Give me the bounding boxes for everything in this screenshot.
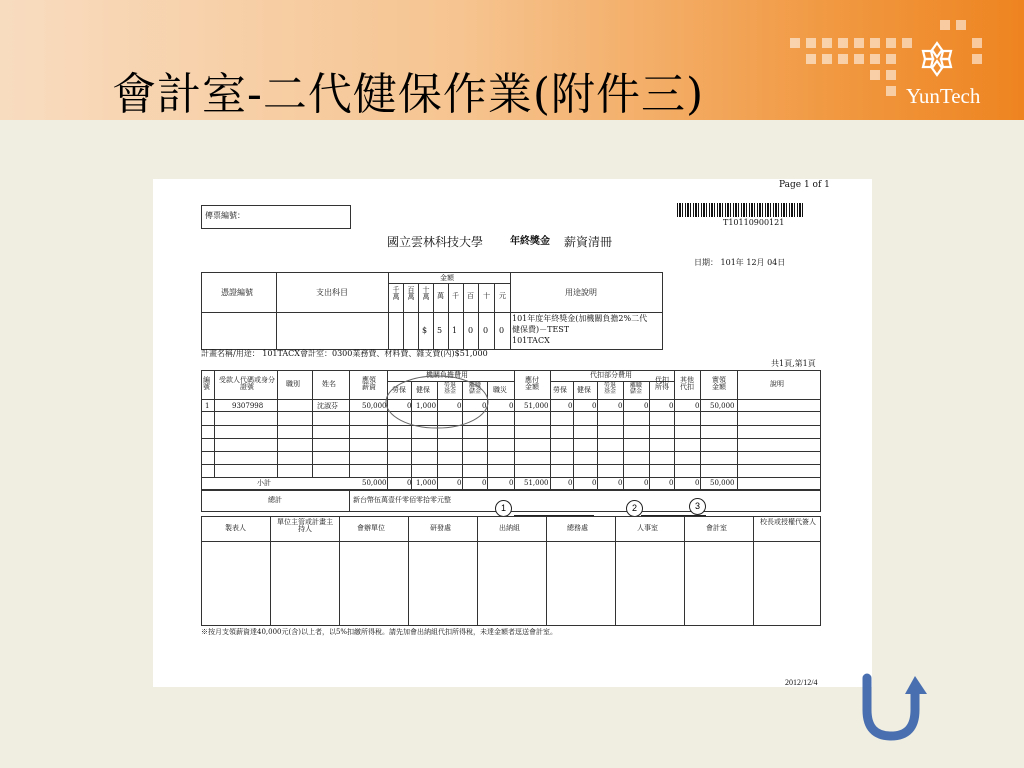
callout-2: 2: [626, 500, 643, 517]
row-labor: 0: [407, 402, 412, 410]
callout-3: 3: [689, 498, 706, 515]
subtotal-payable: 51,000: [524, 479, 549, 487]
amount-digit: 1: [452, 326, 458, 335]
subtotal-labor: 0: [407, 479, 412, 487]
digit-header: 千萬: [392, 286, 400, 301]
row-severance: 0: [482, 402, 487, 410]
amount-header: 金額: [440, 274, 454, 282]
row-safety: 0: [509, 402, 514, 410]
digit-header: 十萬: [422, 286, 430, 301]
sig-cosign-unit: 會辦單位: [357, 524, 385, 532]
title-header: 職別: [286, 380, 300, 388]
voucher-label: 傳票編號：: [205, 211, 245, 220]
row-name: 沈淑芬: [317, 402, 338, 410]
slide-title: 會計室-二代健保作業(附件三): [112, 69, 705, 120]
total-words: 新台幣伍萬壹仟零佰零拾零元整: [353, 496, 451, 504]
sig-rd-office: 研發處: [430, 524, 451, 532]
return-arrow-icon[interactable]: [855, 670, 935, 750]
payee-code-header: 受款人代碼或身分證號: [219, 376, 275, 391]
date-line: 日期： 101年 12月 04日: [694, 258, 786, 267]
register-title: 薪資清冊: [564, 235, 613, 249]
subtotal-safety: 0: [509, 479, 514, 487]
digit-header: 千: [452, 292, 459, 300]
name-header: 姓名: [322, 380, 336, 388]
barcode-number: T10110900121: [723, 218, 785, 227]
amount-digit: 0: [499, 326, 505, 335]
plan-line: 計畫名稱/用途： 101TACX會計室：0300業務費、材料費、雜支費(內)$51,000: [201, 349, 488, 358]
row-w-pension: 0: [618, 402, 623, 410]
subtotal-w-severance: 0: [644, 479, 649, 487]
row-no: 1: [205, 402, 210, 410]
amount-digit: 5: [437, 326, 443, 335]
withholding-header: 代扣部分費用: [590, 371, 632, 379]
w-tax-header: 代扣所得: [655, 376, 669, 391]
row-w-labor: 0: [568, 402, 573, 410]
callout-1: 1: [495, 500, 512, 517]
row-w-tax: 0: [669, 402, 674, 410]
subtotal-w-pension: 0: [618, 479, 623, 487]
row-other: 0: [695, 402, 700, 410]
print-date: 2012/12/4: [785, 678, 818, 687]
subtotal-health: 1,000: [416, 479, 437, 487]
digit-header: 元: [499, 292, 506, 300]
subtotal-pension: 0: [457, 479, 462, 487]
row-w-severance: 0: [644, 402, 649, 410]
purpose-line: 101年度年終獎金(加機關負擔2%二代: [512, 314, 648, 323]
subtotal-severance: 0: [482, 479, 487, 487]
labor-ins-header: 勞保: [392, 386, 406, 394]
labor-pension-header: 勞退基金: [443, 382, 456, 395]
subtotal-salary: 50,000: [362, 479, 387, 487]
university-name: 國立雲林科技大學: [387, 235, 484, 249]
page-count: 共1頁,第1頁: [771, 359, 816, 368]
digit-header: 百萬: [407, 286, 415, 301]
row-w-health: 0: [592, 402, 597, 410]
subtotal-w-labor: 0: [568, 479, 573, 487]
sig-general-affairs: 總務處: [567, 524, 588, 532]
yuntech-logo-icon: [918, 40, 956, 78]
digit-header: 萬: [437, 292, 444, 300]
row-net: 50,000: [710, 402, 735, 410]
subtotal-other: 0: [695, 479, 700, 487]
salary-register-document: [153, 179, 872, 687]
subtotal-w-health: 0: [592, 479, 597, 487]
digit-header: 百: [467, 292, 474, 300]
purpose-header: 用途說明: [565, 288, 597, 297]
page-label: Page 1 of 1: [779, 180, 830, 190]
voucher-no-header: 憑證編號: [221, 288, 253, 297]
sig-president: 校長或授權代簽人: [760, 518, 816, 526]
severance-header: 離職儲金: [468, 382, 481, 395]
footnote: ※按月支領薪資達40,000元(含)以上者，以5%扣繳所得稅。請先加會出納組代扣所得稅，未達金額者逕送會計室。: [201, 628, 558, 636]
w-pension-header: 勞退基金: [603, 382, 616, 395]
logo-text: YunTech: [906, 84, 981, 108]
bonus-type: 年終獎金: [510, 236, 550, 247]
row-code: 9307998: [232, 402, 264, 410]
purpose-line: 健保費)－TEST: [512, 325, 570, 334]
health-ins-header: 健保: [416, 386, 430, 394]
sig-supervisor: 單位主管或計畫主持人: [277, 518, 333, 533]
w-health-header: 健保: [577, 386, 591, 394]
subtotal-net: 50,000: [710, 479, 735, 487]
payable-amount-header: 應付金額: [525, 376, 539, 391]
other-deduct-header: 其他代扣: [680, 376, 694, 391]
row-health: 1,000: [416, 402, 437, 410]
purpose-line: 101TACX: [512, 336, 550, 345]
row-payable: 51,000: [524, 402, 549, 410]
payable-salary-header: 應領薪資: [362, 376, 376, 391]
sig-cashier: 出納組: [499, 524, 520, 532]
net-amount-header: 實領金額: [712, 376, 726, 391]
amount-digit: 0: [468, 326, 474, 335]
subject-header: 支出科目: [316, 288, 348, 297]
row-salary: 50,000: [362, 402, 387, 410]
highlight-circle: [383, 373, 491, 431]
amount-digit: 0: [483, 326, 489, 335]
row-pension: 0: [457, 402, 462, 410]
digit-header: 十: [483, 292, 490, 300]
total-label: 總計: [268, 496, 282, 504]
note-header: 說明: [770, 380, 784, 388]
agency-burden-header: 機關負擔費用: [426, 371, 468, 379]
w-severance-header: 離職儲金: [629, 382, 642, 395]
amount-digit: $: [422, 326, 428, 335]
job-safety-header: 職災: [493, 386, 507, 394]
subtotal-w-tax: 0: [669, 479, 674, 487]
subtotal-label: 小計: [257, 479, 271, 487]
sig-preparer: 製表人: [225, 524, 246, 532]
sig-accounting: 會計室: [706, 524, 727, 532]
barcode: [677, 203, 805, 217]
w-labor-header: 勞保: [553, 386, 567, 394]
sig-personnel: 人事室: [637, 524, 658, 532]
no-header: 編號: [203, 376, 210, 391]
